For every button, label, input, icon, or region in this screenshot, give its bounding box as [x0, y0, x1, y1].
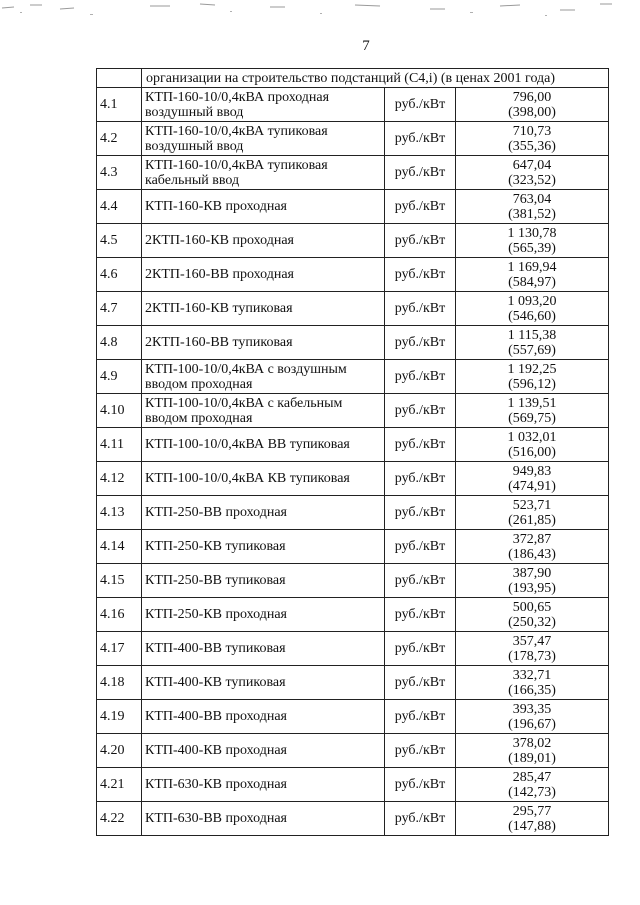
price-cell: [456, 734, 609, 768]
table-row: [97, 496, 609, 530]
price-cell: [456, 156, 609, 190]
table-row: [97, 802, 609, 836]
row-number: 4.15: [97, 564, 142, 598]
unit-cell: руб./кВт: [385, 292, 456, 326]
row-number: 4.21: [97, 768, 142, 802]
price-cell: [456, 666, 609, 700]
substation-name: КТП-250-КВ проходная: [142, 598, 385, 632]
price-value: 949,83: [512, 463, 552, 479]
row-number: 4.8: [97, 326, 142, 360]
unit-cell: руб./кВт: [385, 530, 456, 564]
unit-cell: руб./кВт: [385, 632, 456, 666]
row-number: 4.16: [97, 598, 142, 632]
unit-cell: руб./кВт: [385, 122, 456, 156]
row-number: 4.1: [97, 88, 142, 122]
table-row: [97, 700, 609, 734]
price-2001-value: (193,95): [508, 580, 556, 596]
substation-name: КТП-160-10/0,4кВА тупиковая кабельный ввод: [142, 156, 385, 190]
price-2001-value: (565,39): [508, 240, 556, 256]
scan-noise-artifacts: [0, 0, 640, 22]
table-row: [97, 666, 609, 700]
price-value: 1 192,25: [507, 361, 557, 377]
price-cell: [456, 190, 609, 224]
price-2001-value: (398,00): [508, 104, 556, 120]
price-value: 357,47: [512, 633, 552, 649]
row-number: 4.4: [97, 190, 142, 224]
table-header-row: [97, 69, 609, 88]
substation-name: КТП-400-КВ проходная: [142, 734, 385, 768]
table-row: [97, 326, 609, 360]
substation-name: 2КТП-160-ВВ тупиковая: [142, 326, 385, 360]
row-number: 4.2: [97, 122, 142, 156]
row-number: 4.19: [97, 700, 142, 734]
price-value: 1 139,51: [507, 395, 557, 411]
table-row: [97, 224, 609, 258]
unit-cell: руб./кВт: [385, 88, 456, 122]
substation-name: КТП-250-ВВ проходная: [142, 496, 385, 530]
price-2001-value: (147,88): [508, 818, 556, 834]
substation-name: КТП-160-КВ проходная: [142, 190, 385, 224]
table-row: [97, 768, 609, 802]
row-number: 4.22: [97, 802, 142, 836]
price-cell: [456, 88, 609, 122]
price-value: 763,04: [512, 191, 552, 207]
price-value: 500,65: [512, 599, 552, 615]
substation-name: 2КТП-160-КВ тупиковая: [142, 292, 385, 326]
price-cell: [456, 428, 609, 462]
row-number: 4.20: [97, 734, 142, 768]
price-value: 387,90: [512, 565, 552, 581]
price-2001-value: (516,00): [508, 444, 556, 460]
unit-cell: руб./кВт: [385, 394, 456, 428]
price-2001-value: (546,60): [508, 308, 556, 324]
price-2001-value: (584,97): [508, 274, 556, 290]
row-number: 4.18: [97, 666, 142, 700]
price-value: 1 032,01: [507, 429, 557, 445]
substation-name: 2КТП-160-КВ проходная: [142, 224, 385, 258]
unit-cell: руб./кВт: [385, 360, 456, 394]
row-number: 4.5: [97, 224, 142, 258]
substation-name: КТП-100-10/0,4кВА КВ тупиковая: [142, 462, 385, 496]
row-number: 4.17: [97, 632, 142, 666]
row-number: 4.10: [97, 394, 142, 428]
price-cell: [456, 326, 609, 360]
price-cell: [456, 802, 609, 836]
table-row: [97, 632, 609, 666]
table-row: [97, 258, 609, 292]
table-row: [97, 88, 609, 122]
price-cell: [456, 292, 609, 326]
unit-cell: руб./кВт: [385, 802, 456, 836]
header-num-cell: [97, 69, 142, 88]
price-value: 1 115,38: [507, 327, 557, 343]
substation-name: КТП-630-ВВ проходная: [142, 802, 385, 836]
price-2001-value: (142,73): [508, 784, 556, 800]
substation-name: КТП-400-ВВ тупиковая: [142, 632, 385, 666]
unit-cell: руб./кВт: [385, 156, 456, 190]
price-cell: [456, 530, 609, 564]
price-value: 647,04: [512, 157, 552, 173]
unit-cell: руб./кВт: [385, 598, 456, 632]
unit-cell: руб./кВт: [385, 768, 456, 802]
unit-cell: руб./кВт: [385, 666, 456, 700]
substation-name: КТП-160-10/0,4кВА тупиковая воздушный ввод: [142, 122, 385, 156]
table-header-text: организации на строительство подстанций (С4,i) (в ценах 2001 года): [142, 69, 609, 88]
unit-cell: руб./кВт: [385, 428, 456, 462]
price-value: 295,77: [512, 803, 552, 819]
price-value: 710,73: [512, 123, 552, 139]
unit-cell: руб./кВт: [385, 496, 456, 530]
price-value: 378,02: [512, 735, 552, 751]
substation-name: КТП-100-10/0,4кВА ВВ тупиковая: [142, 428, 385, 462]
unit-cell: руб./кВт: [385, 700, 456, 734]
table-row: [97, 530, 609, 564]
page-number: 7: [362, 38, 370, 54]
price-cell: [456, 224, 609, 258]
row-number: 4.11: [97, 428, 142, 462]
row-number: 4.6: [97, 258, 142, 292]
price-2001-value: (189,01): [508, 750, 556, 766]
substation-name: КТП-100-10/0,4кВА с воздушным вводом проходная: [142, 360, 385, 394]
row-number: 4.3: [97, 156, 142, 190]
price-value: 796,00: [512, 89, 552, 105]
price-2001-value: (250,32): [508, 614, 556, 630]
table-row: [97, 462, 609, 496]
price-2001-value: (166,35): [508, 682, 556, 698]
price-cell: [456, 462, 609, 496]
table-row: [97, 190, 609, 224]
row-number: 4.14: [97, 530, 142, 564]
substation-name: КТП-250-КВ тупиковая: [142, 530, 385, 564]
unit-cell: руб./кВт: [385, 258, 456, 292]
price-2001-value: (261,85): [508, 512, 556, 528]
unit-cell: руб./кВт: [385, 564, 456, 598]
price-value: 372,87: [512, 531, 552, 547]
table-row: [97, 598, 609, 632]
tariff-table: [96, 68, 609, 836]
substation-name: 2КТП-160-ВВ проходная: [142, 258, 385, 292]
price-cell: [456, 768, 609, 802]
price-value: 332,71: [512, 667, 552, 683]
price-cell: [456, 258, 609, 292]
price-cell: [456, 360, 609, 394]
table-row: [97, 564, 609, 598]
price-2001-value: (323,52): [508, 172, 556, 188]
table-row: [97, 734, 609, 768]
price-value: 1 093,20: [507, 293, 557, 309]
row-number: 4.7: [97, 292, 142, 326]
price-cell: [456, 598, 609, 632]
price-cell: [456, 700, 609, 734]
price-2001-value: (381,52): [508, 206, 556, 222]
table-row: [97, 360, 609, 394]
price-2001-value: (178,73): [508, 648, 556, 664]
substation-name: КТП-400-КВ тупиковая: [142, 666, 385, 700]
unit-cell: руб./кВт: [385, 224, 456, 258]
price-value: 523,71: [512, 497, 552, 513]
price-cell: [456, 496, 609, 530]
substation-name: КТП-100-10/0,4кВА с кабельным вводом проходная: [142, 394, 385, 428]
substation-name: КТП-250-ВВ тупиковая: [142, 564, 385, 598]
table-row: [97, 428, 609, 462]
price-cell: [456, 122, 609, 156]
price-2001-value: (474,91): [508, 478, 556, 494]
price-cell: [456, 394, 609, 428]
table-row: [97, 156, 609, 190]
row-number: 4.13: [97, 496, 142, 530]
row-number: 4.12: [97, 462, 142, 496]
table-row: [97, 122, 609, 156]
price-value: 1 130,78: [507, 225, 557, 241]
substation-name: КТП-630-КВ проходная: [142, 768, 385, 802]
price-value: 285,47: [512, 769, 552, 785]
price-2001-value: (596,12): [508, 376, 556, 392]
price-cell: [456, 564, 609, 598]
table-row: [97, 394, 609, 428]
substation-name: КТП-400-ВВ проходная: [142, 700, 385, 734]
unit-cell: руб./кВт: [385, 734, 456, 768]
price-value: 1 169,94: [507, 259, 557, 275]
unit-cell: руб./кВт: [385, 462, 456, 496]
price-2001-value: (355,36): [508, 138, 556, 154]
unit-cell: руб./кВт: [385, 190, 456, 224]
substation-name: КТП-160-10/0,4кВА проходная воздушный ввод: [142, 88, 385, 122]
price-2001-value: (196,67): [508, 716, 556, 732]
unit-cell: руб./кВт: [385, 326, 456, 360]
price-2001-value: (557,69): [508, 342, 556, 358]
row-number: 4.9: [97, 360, 142, 394]
price-2001-value: (186,43): [508, 546, 556, 562]
table-row: [97, 292, 609, 326]
price-cell: [456, 632, 609, 666]
price-value: 393,35: [512, 701, 552, 717]
price-2001-value: (569,75): [508, 410, 556, 426]
